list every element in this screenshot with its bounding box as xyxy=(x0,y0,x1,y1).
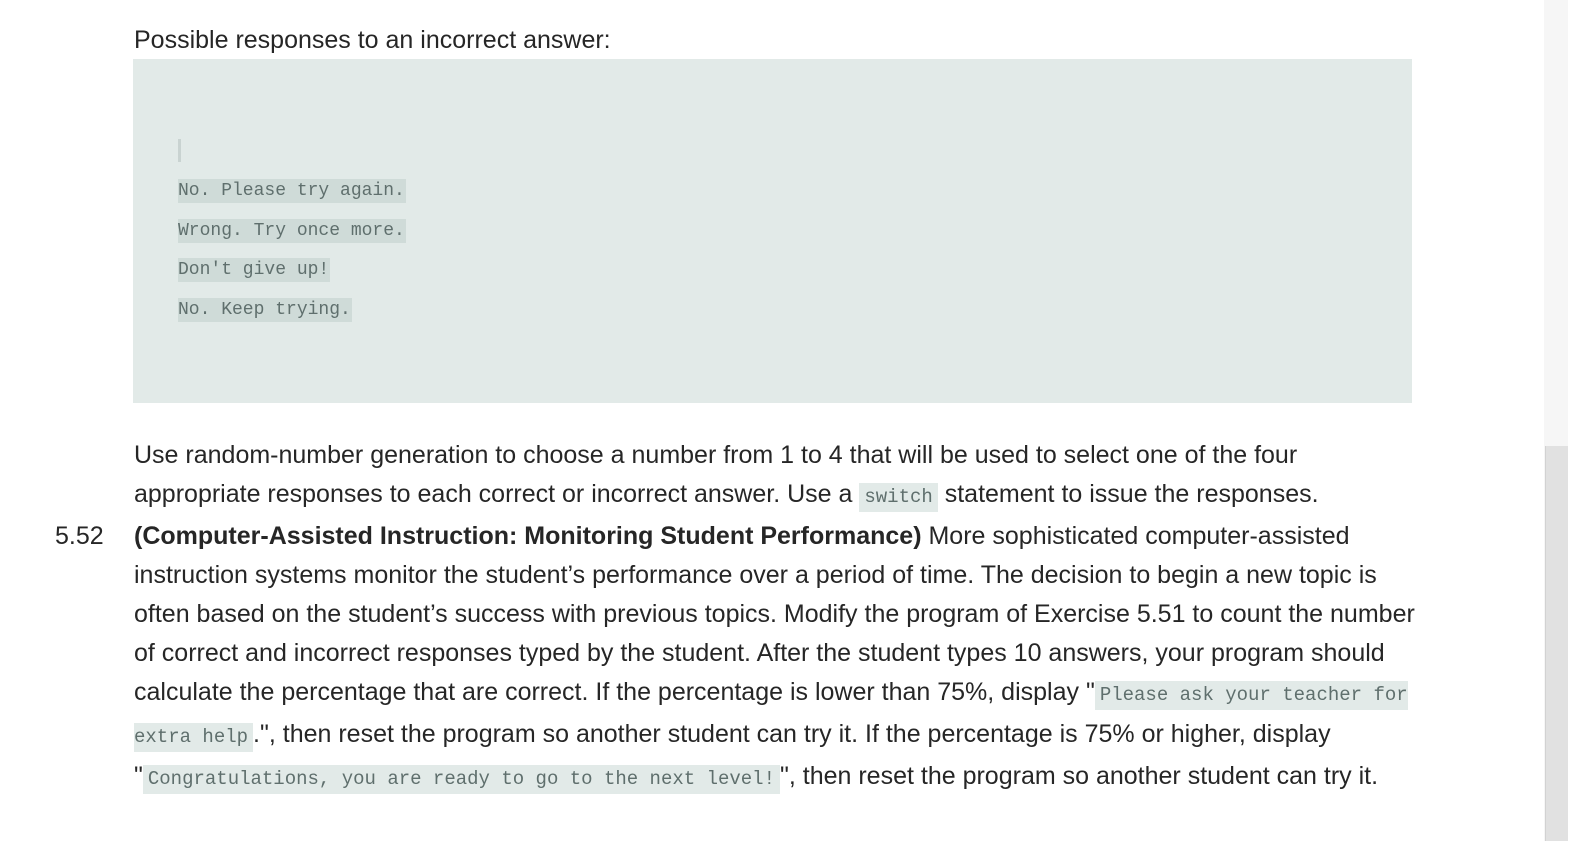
code-block xyxy=(133,59,1412,403)
code-line: Don't give up! xyxy=(178,260,330,280)
paragraph-text: statement to issue the responses. xyxy=(937,480,1319,508)
inline-code-switch: switch xyxy=(859,483,937,512)
exercise-number: 5.52 xyxy=(55,522,104,550)
code-line: No. Please try again. xyxy=(178,181,405,201)
exercise-body xyxy=(134,517,1424,799)
intro-label: Possible responses to an incorrect answer: xyxy=(134,26,611,54)
paragraph-random-number xyxy=(134,436,1424,517)
inline-code-congratulations: Congratulations, you are ready to go to the next level! xyxy=(143,765,780,794)
exercise-text: .", then reset the program so another student can try it. If the percentage is 75% or higher, display " xyxy=(134,720,1331,790)
scrollbar-thumb[interactable] xyxy=(1545,446,1568,841)
exercise-title: (Computer-Assisted Instruction: Monitoring Student Performance) xyxy=(134,522,922,550)
paragraph-text: Use random-number generation to choose a number from 1 to 4 that will be used to select one of the four appropriate responses to each correct or incorrect answer. Use a xyxy=(134,441,1298,508)
exercise-text: ", then reset the program so another student can try it. xyxy=(779,762,1379,790)
code-cursor xyxy=(178,139,181,162)
code-line: Wrong. Try once more. xyxy=(178,221,405,241)
code-line: No. Keep trying. xyxy=(178,300,351,320)
exercise-text: More sophisticated computer-assisted instruction systems monitor the student’s performance over a period of time. The decision to begin a new topic is often based on the student’s success with previous topics. Modify the program of Exercise 5.51 to count the number of correct and incorrect responses typed by the student. After the student types 10 answers, your program should calculate the percentage that are correct. If the percentage is lower than 75%, display " xyxy=(134,522,1415,706)
inline-code-extra-help: Please ask your teacher for extra help xyxy=(134,681,1408,752)
